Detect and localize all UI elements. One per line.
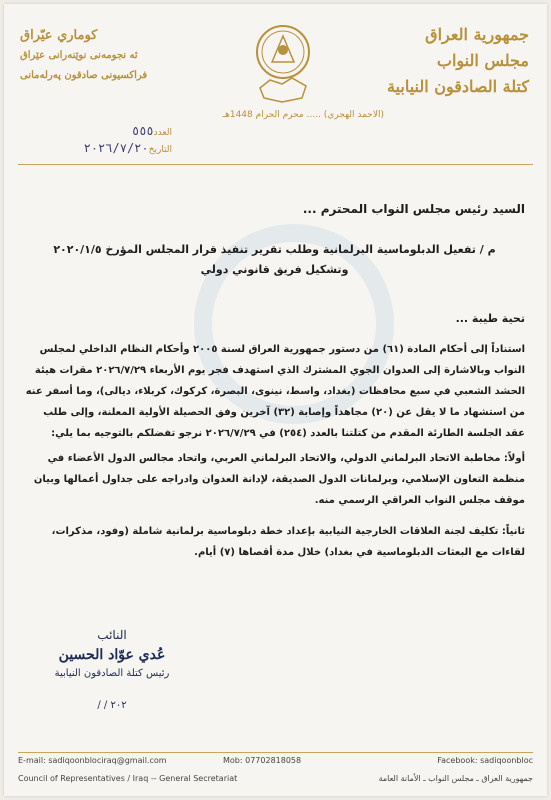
number-value: ٥٥٥ bbox=[131, 124, 154, 138]
header-bloc: كتلة الصادقون النيابية bbox=[386, 77, 529, 96]
signature-role: رئيس كتلة الصادقون النيابية bbox=[54, 668, 170, 679]
footer-mob: Mob: 07702818058 bbox=[223, 756, 302, 765]
header-left-3: فراكسيونى صادقون پەرلەمانى bbox=[20, 70, 148, 81]
date-label: التاريخ bbox=[148, 145, 172, 155]
footer-divider bbox=[18, 752, 533, 753]
letter-body bbox=[24, 202, 525, 563]
signature-date: ٢٠٢ / / bbox=[97, 700, 127, 711]
letter-page bbox=[4, 4, 547, 796]
parliament-emblem-icon bbox=[252, 22, 314, 106]
item-2: ثانياً: تكليف لجنة العلاقات الخارجية النيابية بإعداد خطة دبلوماسية برلمانية شاملة (وفود، مذكرات، لقاءات مع البعثات الدبلوماسية في بغداد) خلال مدة أقصاها (٧) أيام. bbox=[51, 526, 525, 558]
item-1: أولاً: مخاطبة الاتحاد البرلماني الدولي، والاتحاد البرلماني العربي، واتحاد مجالس الدول الأعضاء في منظمة التعاون الإسلامي، وبرلمانات الدول الصديقة، لإدانة العدوان وادراجه على جداول أعمالها وبيان موقف مجلس النواب العراقي الرسمي منه. bbox=[33, 453, 525, 506]
footer-english: Council of Representatives / Iraq -- General Secretariat bbox=[18, 774, 238, 783]
footer-facebook: Facebook: sadiqoonbloc bbox=[437, 756, 533, 765]
footer-email: E-mail: sadiqoonblociraq@gmail.com bbox=[18, 756, 167, 765]
signature-name: عُدي عوّاد الحسين bbox=[58, 647, 166, 663]
reference-block bbox=[22, 124, 172, 158]
greeting: تحية طيبة ... bbox=[455, 312, 525, 325]
signature-block bbox=[22, 626, 202, 711]
subject-line-2: وتشكيل فريق قانوني دولي bbox=[200, 263, 349, 276]
header-divider bbox=[18, 164, 533, 165]
header-left bbox=[20, 26, 200, 86]
subject-line-1: م / تفعيل الدبلوماسية البرلمانية وطلب تقرير تنفيذ قرار المجلس المؤرخ ٢٠٢٠/١/٥ bbox=[53, 243, 496, 256]
header-country: جمهورية العراق bbox=[425, 25, 529, 44]
header-right bbox=[359, 22, 529, 100]
signature-title: النائب bbox=[97, 628, 127, 642]
footer bbox=[18, 752, 533, 792]
hijri-date: (الاحمد الهجري) ..... محرم الحرام 1448هـ bbox=[222, 110, 384, 120]
header-left-1: كوماري عيّراق bbox=[20, 28, 98, 43]
header-left-2: ئه نجومه‌نى نوێنه‌رانی عێراق bbox=[20, 50, 138, 61]
footer-arabic: جمهورية العراق ـ مجلس النواب ـ الأمانة العامة bbox=[378, 774, 533, 783]
date-value: ٢٠٢٦/٧/٢٠ bbox=[83, 141, 149, 155]
header-council: مجلس النواب bbox=[436, 51, 529, 70]
addressee: السيد رئيس مجلس النواب المحترم ... bbox=[302, 202, 525, 216]
number-label: العدد bbox=[153, 128, 172, 138]
main-paragraph: استناداً إلى أحكام المادة (٦١) من دستور جمهورية العراق لسنة ٢٠٠٥ وأحكام النظام الداخلي لمجلس النواب وبالاشارة إلى العدوان الجوي المشترك الذي استهدف فجر يوم الأربعاء ٢٠٢٦/٧/٢٩ مقرات هيئة الحشد الشعبي في سبع محافظات (بغداد، واسط، نينوى، البصرة، كركوك، كربلاء، ديالى)، وما أسفر عنه من استشهاد ما لا يقل عن (٢٠) مجاهداً وإصابة (٣٢) آخرين وفق الحصيلة الأولية المعلنة، وإلى طلب عقد الجلسة الطارئة المقدم من كتلتنا بالعدد (٢٥٤) في ٢٠٢٦/٧/٢٩ نرجو تفضلكم بالتوجيه بما يلي: bbox=[25, 344, 525, 439]
